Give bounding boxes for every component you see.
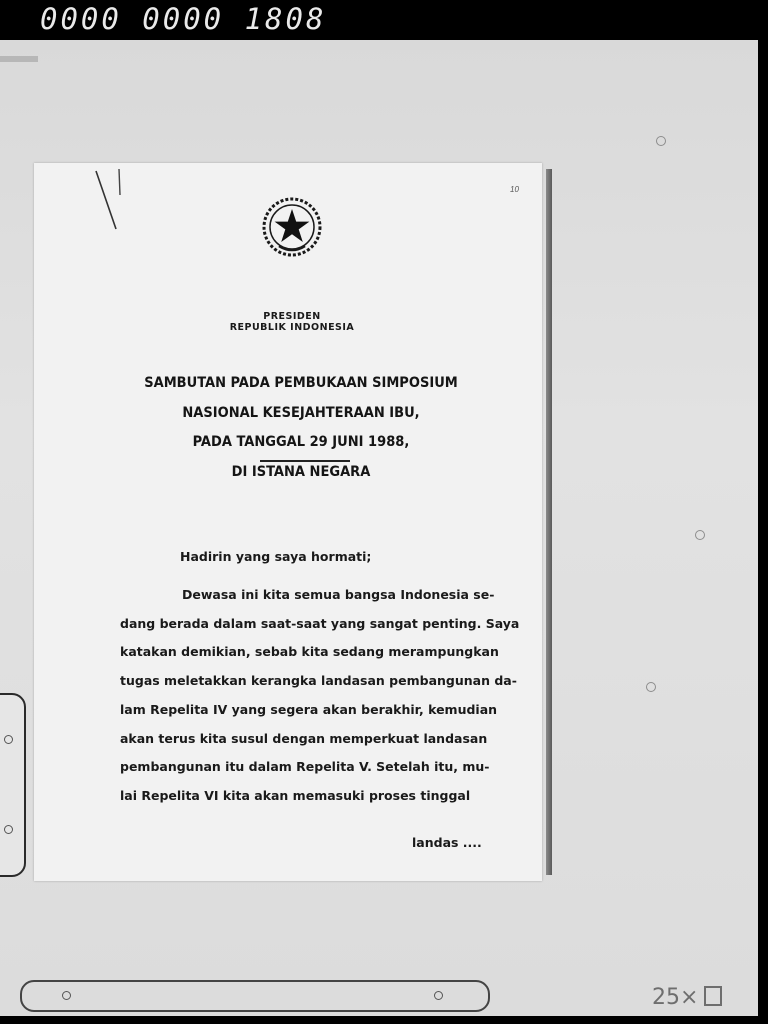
film-holder-slot	[20, 980, 490, 1012]
pencil-mark-icon	[92, 167, 122, 233]
fiche-speck	[646, 682, 656, 692]
reduction-label: 25×	[652, 985, 699, 1010]
speech-paragraph	[120, 581, 519, 811]
holder-hole	[62, 991, 71, 1000]
reduction-ratio	[652, 985, 722, 1010]
film-holder-tab	[0, 693, 26, 877]
greeting: Hadirin yang saya hormati;	[180, 549, 372, 564]
paragraph-line: pembangunan itu dalam Repelita V. Setelah itu, mu-	[120, 759, 490, 775]
title-underline	[260, 460, 350, 462]
fiche-speck	[656, 136, 666, 146]
paragraph-line: dang berada dalam saat-saat yang sangat penting. Saya	[120, 615, 520, 631]
paragraph-line: lai Repelita VI kita akan memasuki proses tinggal	[120, 787, 471, 803]
page-edge-shadow	[546, 169, 552, 875]
paragraph-line: akan terus kita susul dengan memperkuat landasan	[120, 730, 488, 746]
title-line: SAMBUTAN PADA PEMBUKAAN SIMPOSIUM	[144, 375, 458, 391]
letterhead-line-2: REPUBLIK INDONESIA	[229, 322, 355, 333]
document-page	[34, 163, 542, 881]
paragraph-line: lam Repelita IV yang segera akan berakhir, kemudian	[120, 701, 498, 717]
title-line: PADA TANGGAL 29 JUNI 1988,	[192, 434, 410, 450]
reduction-box-icon	[704, 986, 722, 1006]
paragraph-line: Dewasa ini kita semua bangsa Indonesia se-	[182, 587, 495, 602]
fiche-smudge	[0, 56, 38, 62]
title-line: NASIONAL KESEJAHTERAAN IBU,	[182, 404, 420, 421]
holder-hole	[4, 825, 13, 834]
holder-hole	[434, 991, 443, 1000]
letterhead-line-1: PRESIDEN	[263, 311, 321, 322]
title-line: DI ISTANA NEGARA	[231, 463, 371, 480]
fiche-speck	[695, 530, 705, 540]
frame-code: 0000 0000 1808	[40, 2, 327, 36]
page-number: 10	[510, 185, 519, 194]
star-in-wreath-emblem-icon	[261, 196, 323, 258]
paragraph-line: tugas meletakkan kerangka landasan pembangunan da-	[120, 673, 517, 689]
holder-hole	[4, 735, 13, 744]
document-title	[34, 369, 568, 487]
microfiche-frame	[0, 40, 758, 1016]
catchword: landas ....	[412, 835, 482, 850]
paragraph-line: katakan demikian, sebab kita sedang merampungkan	[120, 644, 499, 660]
